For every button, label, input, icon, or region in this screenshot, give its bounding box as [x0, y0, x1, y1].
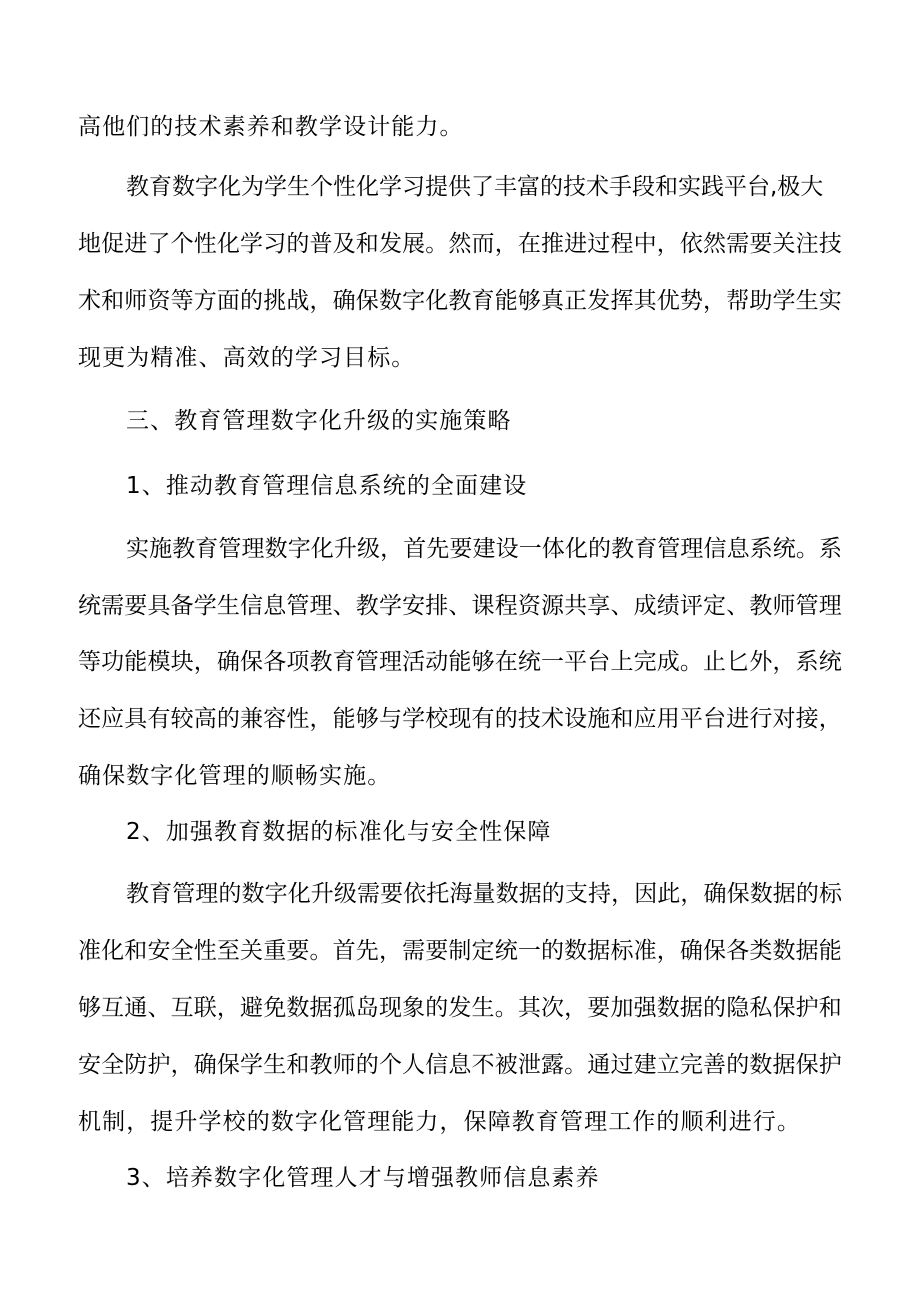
paragraph-line: 准化和安全性至关重要。首先，需要制定统一的数据标准，确保各类数据能	[78, 938, 842, 964]
paragraph-line: 够互通、互联，避免数据孤岛现象的发生。其次，要加强数据的隐私保护和	[78, 995, 842, 1021]
paragraph-line: 还应具有较高的兼容性，能够与学校现有的技术设施和应用平台进行对接，	[78, 706, 842, 732]
paragraph-line: 安全防护，确保学生和教师的个人信息不被泄露。通过建立完善的数据保护	[78, 1052, 842, 1078]
paragraph-line: 统需要具备学生信息管理、教学安排、课程资源共享、成绩评定、教师管理	[78, 593, 842, 619]
paragraph-line: 等功能模块，确保各项教育管理活动能够在统一平台上完成。止匕外，系统	[78, 649, 842, 675]
subsection-heading: 3、培养数字化管理人才与增强教师信息素养	[126, 1165, 600, 1191]
subsection-heading: 1、推动教育管理信息系统的全面建设	[126, 473, 528, 499]
section-heading: 三、教育管理数字化升级的实施策略	[126, 408, 512, 434]
paragraph-line: 确保数字化管理的顺畅实施。	[78, 763, 392, 789]
paragraph-line: 教育管理的数字化升级需要依托海量数据的支持，因此，确保数据的标	[126, 881, 843, 907]
subsection-heading: 2、加强教育数据的标准化与安全性保障	[126, 819, 552, 845]
paragraph-line: 现更为精准、高效的学习目标。	[78, 345, 416, 371]
paragraph-line: 实施教育管理数字化升级，首先要建设一体化的教育管理信息系统。系	[126, 536, 843, 562]
paragraph-line: 教育数字化为学生个性化学习提供了丰富的技术手段和实践平台,极大	[126, 174, 824, 200]
paragraph-line: 术和师资等方面的挑战，确保数字化教育能够真正发挥其优势，帮助学生实	[78, 288, 842, 314]
paragraph-line: 地促进了个性化学习的普及和发展。然而，在推进过程中，依然需要关注技	[78, 231, 842, 257]
paragraph-line: 机制，提升学校的数字化管理能力，保障教育管理工作的顺利进行。	[78, 1109, 801, 1135]
paragraph-line: 高他们的技术素养和教学设计能力。	[78, 114, 464, 140]
